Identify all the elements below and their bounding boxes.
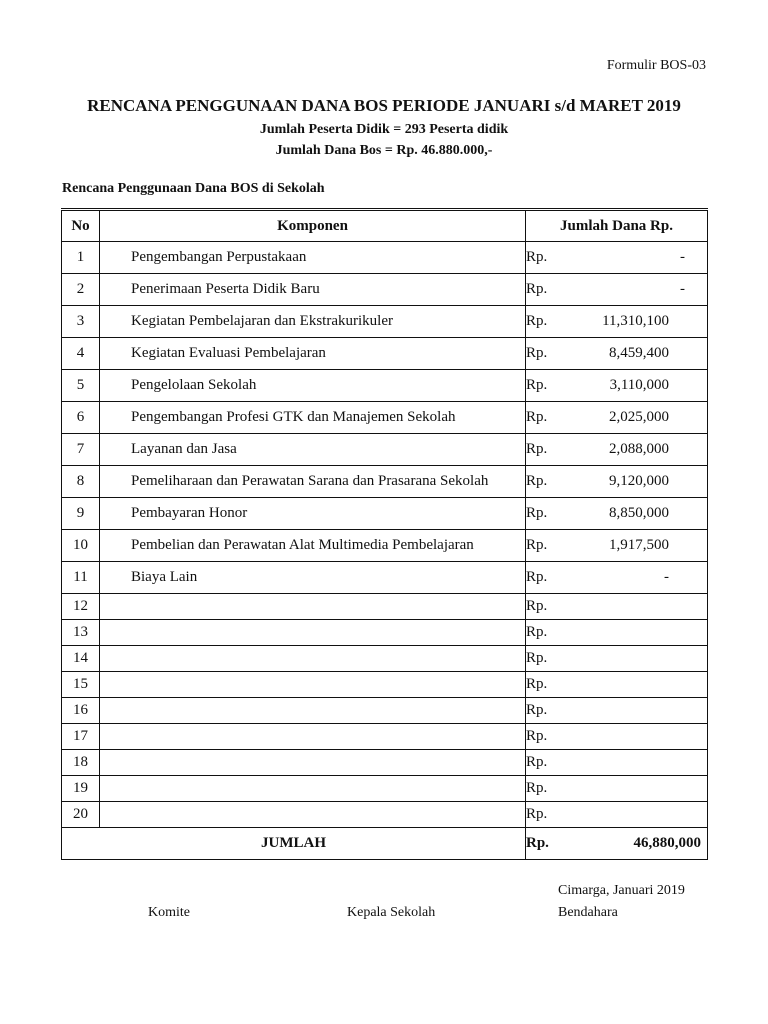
- row-amount: -: [562, 242, 708, 274]
- row-amount: [562, 698, 708, 724]
- table-row: [62, 646, 708, 672]
- row-no: 15: [62, 672, 100, 698]
- signature-bendahara: Bendahara: [558, 905, 618, 920]
- total-label: JUMLAH: [62, 828, 526, 860]
- participants-line: Jumlah Peserta Didik = 293 Peserta didik: [259, 122, 509, 137]
- table-row: [62, 434, 708, 466]
- table-row: [62, 402, 708, 434]
- row-amount: 3,110,000: [562, 370, 708, 402]
- row-amount: -: [562, 274, 708, 306]
- row-no: 14: [62, 646, 100, 672]
- row-komponen: [100, 724, 526, 750]
- row-amount: [562, 646, 708, 672]
- row-rp: Rp.: [526, 802, 562, 828]
- col-jumlah-header: Jumlah Dana Rp.: [526, 210, 708, 242]
- table-row: [62, 802, 708, 828]
- table-row: [62, 338, 708, 370]
- table-body: [62, 242, 708, 828]
- row-no: 5: [62, 370, 100, 402]
- row-komponen: Pembayaran Honor: [100, 498, 526, 530]
- row-no: 4: [62, 338, 100, 370]
- table-row: [62, 466, 708, 498]
- row-no: 8: [62, 466, 100, 498]
- row-amount: [562, 724, 708, 750]
- table-row: [62, 306, 708, 338]
- table-row: [62, 530, 708, 562]
- row-no: 11: [62, 562, 100, 594]
- row-no: 2: [62, 274, 100, 306]
- row-rp: Rp.: [526, 306, 562, 338]
- row-rp: Rp.: [526, 594, 562, 620]
- row-no: 16: [62, 698, 100, 724]
- table-row: [62, 724, 708, 750]
- row-komponen: [100, 672, 526, 698]
- row-komponen: Pengembangan Perpustakaan: [100, 242, 526, 274]
- col-komponen-header: Komponen: [100, 210, 526, 242]
- row-amount: [562, 750, 708, 776]
- row-amount: [562, 620, 708, 646]
- budget-table: [61, 208, 708, 860]
- table-row: [62, 498, 708, 530]
- row-rp: Rp.: [526, 672, 562, 698]
- place-date: Cimarga, Januari 2019: [558, 883, 685, 898]
- row-no: 13: [62, 620, 100, 646]
- row-rp: Rp.: [526, 402, 562, 434]
- row-amount: 8,459,400: [562, 338, 708, 370]
- row-komponen: [100, 750, 526, 776]
- row-rp: Rp.: [526, 750, 562, 776]
- row-rp: Rp.: [526, 498, 562, 530]
- row-no: 17: [62, 724, 100, 750]
- row-rp: Rp.: [526, 562, 562, 594]
- table-row: [62, 776, 708, 802]
- row-komponen: Pengelolaan Sekolah: [100, 370, 526, 402]
- table-row: [62, 698, 708, 724]
- row-amount: 2,088,000: [562, 434, 708, 466]
- signature-kepala-sekolah: Kepala Sekolah: [347, 905, 436, 920]
- section-label: Rencana Penggunaan Dana BOS di Sekolah: [62, 181, 325, 196]
- document-title: RENCANA PENGGUNAAN DANA BOS PERIODE JANUARI s/d MARET 2019: [87, 96, 681, 115]
- col-no-header: No: [62, 210, 100, 242]
- row-no: 20: [62, 802, 100, 828]
- row-komponen: Pemeliharaan dan Perawatan Sarana dan Prasarana Sekolah: [100, 466, 526, 498]
- row-rp: Rp.: [526, 434, 562, 466]
- row-no: 6: [62, 402, 100, 434]
- row-komponen: Pembelian dan Perawatan Alat Multimedia Pembelajaran: [100, 530, 526, 562]
- signature-komite: Komite: [148, 905, 190, 920]
- table-row: [62, 594, 708, 620]
- form-code: Formulir BOS-03: [606, 58, 706, 73]
- table-row: [62, 750, 708, 776]
- row-no: 9: [62, 498, 100, 530]
- row-rp: Rp.: [526, 776, 562, 802]
- total-amount: 46,880,000: [562, 828, 708, 860]
- total-row: [62, 828, 708, 860]
- row-rp: Rp.: [526, 620, 562, 646]
- table-row: [62, 672, 708, 698]
- row-komponen: Kegiatan Pembelajaran dan Ekstrakurikuler: [100, 306, 526, 338]
- row-rp: Rp.: [526, 466, 562, 498]
- table-row: [62, 562, 708, 594]
- total-rp: Rp.: [526, 828, 562, 860]
- row-no: 7: [62, 434, 100, 466]
- row-komponen: [100, 620, 526, 646]
- row-no: 12: [62, 594, 100, 620]
- table-row: [62, 620, 708, 646]
- row-komponen: Biaya Lain: [100, 562, 526, 594]
- row-amount: [562, 802, 708, 828]
- row-no: 19: [62, 776, 100, 802]
- row-rp: Rp.: [526, 274, 562, 306]
- row-amount: -: [562, 562, 708, 594]
- row-rp: Rp.: [526, 724, 562, 750]
- row-amount: 9,120,000: [562, 466, 708, 498]
- row-amount: 8,850,000: [562, 498, 708, 530]
- row-komponen: [100, 776, 526, 802]
- row-amount: [562, 672, 708, 698]
- row-amount: 1,917,500: [562, 530, 708, 562]
- table-header-row: [62, 210, 708, 242]
- total-fund-line: Jumlah Dana Bos = Rp. 46.880.000,-: [275, 143, 493, 158]
- row-no: 3: [62, 306, 100, 338]
- row-no: 1: [62, 242, 100, 274]
- row-rp: Rp.: [526, 646, 562, 672]
- row-komponen: Pengembangan Profesi GTK dan Manajemen Sekolah: [100, 402, 526, 434]
- row-rp: Rp.: [526, 370, 562, 402]
- row-komponen: Layanan dan Jasa: [100, 434, 526, 466]
- row-komponen: [100, 594, 526, 620]
- row-amount: [562, 594, 708, 620]
- table-row: [62, 274, 708, 306]
- row-komponen: [100, 646, 526, 672]
- row-komponen: Penerimaan Peserta Didik Baru: [100, 274, 526, 306]
- row-amount: [562, 776, 708, 802]
- row-rp: Rp.: [526, 698, 562, 724]
- row-rp: Rp.: [526, 338, 562, 370]
- row-amount: 11,310,100: [562, 306, 708, 338]
- row-amount: 2,025,000: [562, 402, 708, 434]
- table-row: [62, 370, 708, 402]
- table-row: [62, 242, 708, 274]
- row-komponen: Kegiatan Evaluasi Pembelajaran: [100, 338, 526, 370]
- row-no: 18: [62, 750, 100, 776]
- row-rp: Rp.: [526, 242, 562, 274]
- row-rp: Rp.: [526, 530, 562, 562]
- row-komponen: [100, 802, 526, 828]
- row-komponen: [100, 698, 526, 724]
- row-no: 10: [62, 530, 100, 562]
